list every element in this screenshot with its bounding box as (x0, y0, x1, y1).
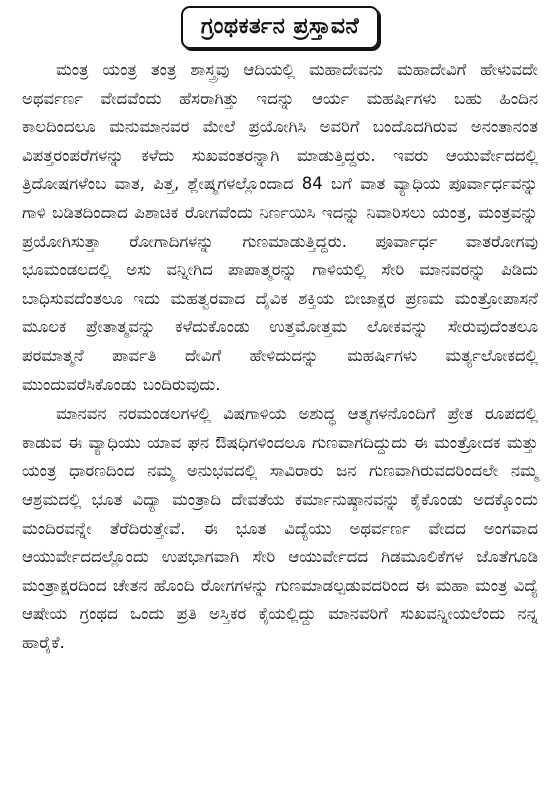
page-title: ಗ್ರಂಥಕರ್ತನ ಪ್ರಸ್ತಾವನೆ (181, 6, 379, 49)
title-container (22, 6, 538, 52)
paragraph-2: ಮಾನವನ ನರಮಂಡಲಗಳಲ್ಲಿ ವಿಷಗಾಳಿಯ ಅಶುದ್ಧ ಆತ್ಮಗಳನೊಂದಿಗೆ ಪ್ರೇತ ರೂಪದಲ್ಲಿ ಕಾಡುವ ಈ ವ್ಯಾಧಿಯು ಯಾವ ಘನ ಔಷಧಿಗಳಿಂದಲೂ ಗುಣವಾಗದಿದ್ದುದು ಈ ಮಂತ್ರೋದಕ ಮತ್ತು ಯಂತ್ರ ಧಾರಣದಿಂದ ನಮ್ಮ ಅನುಭವದಲ್ಲಿ ಸಾವಿರಾರು ಜನ ಗುಣವಾಗಿರುವದರಿಂದಲೇ ನಮ್ಮ ಆಶ್ರಮದಲ್ಲಿ ಭೂತ ವಿದ್ಯಾ ಮಂತ್ರಾದಿ ದೇವತೆಯ ಕರ್ಮಾನುಷ್ಠಾನವನ್ನು ಕೈಕೊಂಡು ಅದಕ್ಕೊಂದು ಮಂದಿರವನ್ನೇ ತೆರೆದಿರುತ್ತೇವೆ. ಈ ಭೂತ ವಿದ್ಯೆಯು ಅಥರ್ವರ್ಣ ವೇದದ ಅಂಗವಾದ ಆಯುರ್ವೇದದಲ್ಲೊಂದು ಉಪಭಾಗವಾಗಿ ಸೇರಿ ಆಯುರ್ವೇದದ ಗಿಡಮೂಲಿಕೆಗಳ ಜೊತೆಗೂಡಿ ಮಂತ್ರಾಕ್ಷರದಿಂದ ಚೇತನ ಹೊಂದಿ ರೋಗಗಳನ್ನು ಗುಣಮಾಡಲ್ಪಡುವದರಿಂದ ಈ ಮಹಾ ಮಂತ್ರ ವಿದ್ಯೆ ಆಷೇಯ ಗ್ರಂಥದ ಒಂದು ಪ್ರತಿ ಅಸ್ತಿಕರ ಕೈಯಲ್ಲಿದ್ದು ಮಾನವರಿಗೆ ಸುಖವನ್ನೀಯಲೆಂದು ನನ್ನ ಹಾರೈಕೆ. (22, 404, 538, 652)
paragraph-1: ಮಂತ್ರ ಯಂತ್ರ ತಂತ್ರ ಶಾಸ್ತ್ರವು ಆದಿಯಲ್ಲಿ ಮಹಾದೇವನು ಮಹಾದೇವಿಗೆ ಹೇಳುವದೇ ಅಥರ್ವರ್ಣ ವೇದವೆಂದು ಹೆಸರಾಗಿತ್ತು ಇದನ್ನು ಆರ್ಯ ಮಹರ್ಷಿಗಳು ಬಹು ಹಿಂದಿನ ಕಾಲದಿಂದಲೂ ಮನುಮಾನವರ ಮೇಲೆ ಪ್ರಯೋಗಿಸಿ ಅವರಿಗೆ ಬಂದೊದಗಿರುವ ಅನಂತಾನಂತ ವಿಪತ್ತರಂಪರೆಗಳನ್ನು ಕಳೆದು ಸುಖವಂತರನ್ನಾಗಿ ಮಾಡುತ್ತಿದ್ದರು. ಇವರು ಆಯುರ್ವೇದದಲ್ಲಿ ತ್ರಿದೋಷಗಳೆಂಬ ವಾತ, ಪಿತ್ತ, ಶ್ಲೇಷ್ಮಗಳಲ್ಲೊಂದಾದ 84 ಬಗೆ ವಾತ ವ್ಯಾಧಿಯ ಪೂರ್ವಾರ್ಧವನ್ನು ಗಾಳಿ ಬಡಿತದಿಂದಾದ ಪಿಶಾಚಿಕ ರೋಗವೆಂದು ನಿರ್ಣಯಿಸಿ ಇದನ್ನು ನಿವಾರಿಸಲು ಯಂತ್ರ, ಮಂತ್ರವನ್ನು ಪ್ರಯೋಗಿಸುತ್ತಾ ರೋಗಾದಿಗಳನ್ನು ಗುಣಮಾಡುತ್ತಿದ್ದರು. ಪೂರ್ವಾರ್ಧ ವಾತರೋಗವು ಭೂಮಂಡಲದಲ್ಲಿ ಅಸು ವನ್ನೀಗಿದ ಪಾಪಾತ್ಮರನ್ನು ಗಾಳಿಯಲ್ಲಿ ಸೇರಿ ಮಾನವರನ್ನು ಪಿಡಿದು ಬಾಧಿಸುವದೆಂತಲೂ ಇದು ಮಹತ್ವರವಾದ ದೈವಿಕ ಶಕ್ತಿಯ ಬೀಜಾಕ್ಷರ ಪ್ರಣಮ ಮಂತ್ರೋಪಾಸನೆ ಮೂಲಕ ಪ್ರೇತಾತ್ಮವನ್ನು ಕಳೆದುಕೊಂಡು ಉತ್ತಮೋತ್ತಮ ಲೋಕವನ್ನು ಸೇರುವುದೆಂತಲೂ ಪರಮಾತ್ಮನೆ ಪಾರ್ವತಿ ದೇವಿಗೆ ಹೇಳಿದುದನ್ನು ಮಹರ್ಷಿಗಳು ಮರ್ತ್ಯಲೋಕದಲ್ಲಿ ಮುಂದುವರೆಸಿಕೊಂಡು ಬಂದಿರುವುದು. (22, 60, 538, 394)
